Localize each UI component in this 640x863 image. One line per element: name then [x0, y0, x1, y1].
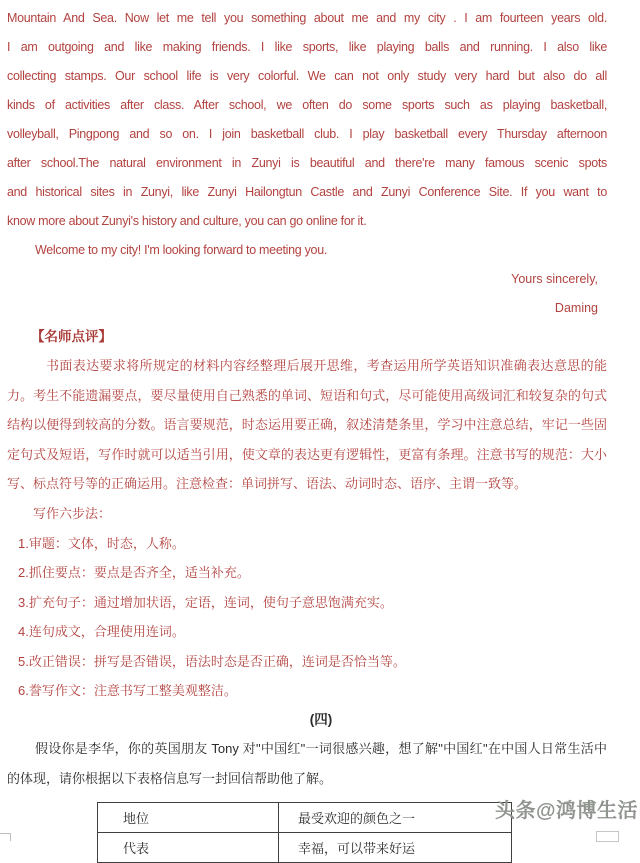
review-paragraph: 书面表达要求将所规定的材料内容经整理后展开思维，考查运用所学英语知识准确表达意思的能力。考生不能遗漏要点，要尽量使用自己熟悉的单词、短语和句式，尽可能使用高级词汇和较复杂的句式结构以便得到较高的分数。语言要规范，时态运用要正确，叙述清楚条里，学习中注意总结，牢记一些固定句式及短语，写作时就可以适当引用，使文章的表达更有逻辑性，更富有条理。注意书写的规范：大小写、标点符号等的正确运用。注意检查：单词拼写、语法、动词时态、语序、主谓一致等。: [7, 358, 607, 491]
watermark: 头条@鸿博生活: [494, 800, 638, 822]
info-table: [97, 802, 512, 863]
letter-signoff: Yours sincerely,: [511, 272, 598, 286]
letter-body: [7, 4, 607, 323]
writing-step-item: 5.改正错误：拼写是否错误，语法时态是否正确，连词是否恰当等。: [18, 653, 406, 669]
section-prompt: 假设你是李华，你的英国朋友 Tony 对"中国红"一词很感兴趣，想了解"中国红"在中国人日常生活中的体现，请你根据以下表格信息写一封回信帮助他了解。: [7, 740, 607, 786]
letter-line: kinds of activities after class. After school, we often do some sports such as playing basketball,: [7, 98, 607, 112]
row-value: 幸福，可以带来好运: [279, 832, 512, 862]
writing-steps-list: [7, 529, 607, 706]
writing-step-item: 2.抓住要点：要点是否齐全，适当补充。: [18, 565, 250, 580]
table-row: [98, 832, 512, 862]
page-corner-mark-right: [596, 831, 619, 842]
letter-signature: Daming: [554, 301, 598, 315]
letter-lines: [7, 4, 607, 236]
letter-line: volleyball, Pingpong and so on. I join basketball club. I play basketball every Thursday afternoon: [7, 127, 607, 141]
row-value: 最受欢迎的颜色之一: [279, 802, 512, 832]
writing-steps-title: 写作六步法：: [33, 505, 112, 521]
writing-step-item: 3.扩充句子：通过增加状语，定语，连词，使句子意思饱满充实。: [18, 594, 393, 610]
review-heading: 【名师点评】: [31, 329, 112, 344]
letter-line: after school.The natural environment in Zunyi is beautiful and there're many famous scenic spots: [7, 156, 607, 170]
row-label: 地位: [98, 802, 279, 832]
writing-step-item: 1.审题：文体，时态，人称。: [18, 535, 185, 551]
letter-line: know more about Zunyi's history and culture, you can go online for it.: [7, 214, 367, 228]
letter-line: I am outgoing and like making friends. I like sports, like playing balls and running. I also like: [7, 40, 607, 54]
table-row: [98, 802, 512, 832]
writing-step-item: 6.誊写作文：注意书写工整美观整洁。: [18, 683, 237, 698]
letter-line: and historical sites in Zunyi, like Zunyi Hailongtun Castle and Zunyi Conference Site. If you want to: [7, 185, 607, 199]
letter-closing: Welcome to my city! I'm looking forward to meeting you.: [35, 243, 328, 257]
section-four: [7, 706, 607, 863]
section-number: (四): [309, 711, 333, 727]
letter-line: collecting stamps. Our school life is very colorful. We can not only study very hard but also do all: [7, 69, 607, 83]
writing-step-item: 4.连句成文，合理使用连词。: [18, 624, 185, 639]
row-label: 代表: [98, 832, 279, 862]
letter-line: Mountain And Sea. Now let me tell you something about me and my city . I am fourteen years old.: [7, 11, 607, 25]
teacher-review-section: [7, 323, 607, 706]
